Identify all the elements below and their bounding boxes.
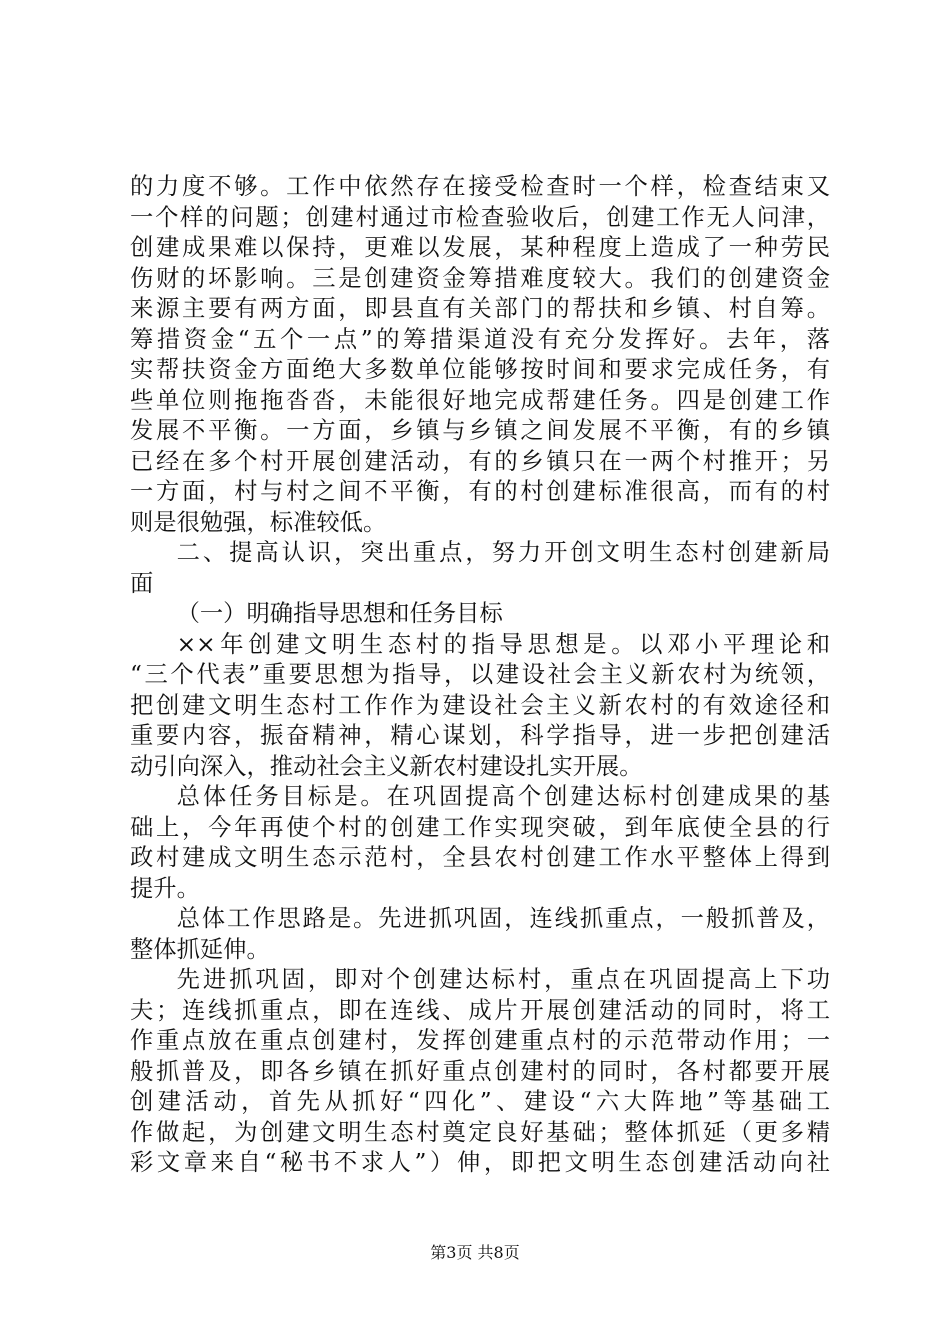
- text-line: 来源主要有两方面，即县直有关部门的帮扶和乡镇、村自筹。: [130, 295, 830, 322]
- text-line: 夫；连线抓重点，即在连线、成片开展创建活动的同时，将工: [130, 996, 830, 1024]
- text-line: 总体工作思路是。先进抓巩固，连线抓重点，一般抓普及，: [176, 905, 830, 932]
- text-line: 一方面，村与村之间不平衡，有的村创建标准很高，而有的村: [130, 478, 830, 505]
- text-line: 伤财的坏影响。三是创建资金筹措难度较大。我们的创建资金: [130, 264, 830, 292]
- text-line: 的力度不够。工作中依然存在接受检查时一个样，检查结束又: [130, 173, 830, 200]
- text-line: 提升。: [130, 874, 200, 902]
- text-line: 般抓普及，即各乡镇在抓好重点创建村的同时，各村都要开展: [130, 1057, 830, 1085]
- text-line: 整体抓延伸。: [130, 935, 270, 963]
- text-line: （一）明确指导思想和任务目标: [176, 600, 503, 627]
- page-footer: 第3页 共8页: [430, 1243, 520, 1262]
- text-line: 二、提高认识，突出重点，努力开创文明生态村创建新局: [176, 539, 830, 566]
- text-line: 创建活动，首先从抓好“四化”、建设“六大阵地”等基础工: [130, 1088, 830, 1115]
- text-line: 实帮扶资金方面绝大多数单位能够按时间和要求完成任务，有: [130, 356, 830, 383]
- text-line: 已经在多个村开展创建活动，有的乡镇只在一两个村推开；另: [130, 447, 830, 475]
- text-line: “三个代表”重要思想为指导，以建设社会主义新农村为统领，: [130, 661, 830, 688]
- text-line: 重要内容，振奋精神，精心谋划，科学指导，进一步把创建活: [130, 722, 830, 749]
- text-line: ××年创建文明生态村的指导思想是。以邓小平理论和: [176, 630, 830, 658]
- text-line: 筹措资金“五个一点”的筹措渠道没有充分发挥好。去年，落: [130, 325, 830, 353]
- text-line: 些单位则拖拖沓沓，未能很好地完成帮建任务。四是创建工作: [130, 386, 830, 414]
- text-line: 创建成果难以保持，更难以发展，某种程度上造成了一种劳民: [130, 234, 830, 261]
- text-line: 先进抓巩固，即对个创建达标村，重点在巩固提高上下功: [176, 966, 830, 993]
- text-line: 一个样的问题；创建村通过市检查验收后，创建工作无人问津，: [130, 203, 830, 231]
- text-line: 础上，今年再使个村的创建工作实现突破，到年底使全县的行: [130, 813, 830, 841]
- text-line: 则是很勉强，标准较低。: [130, 508, 387, 536]
- text-line: 发展不平衡。一方面，乡镇与乡镇之间发展不平衡，有的乡镇: [130, 417, 830, 444]
- text-line: 总体任务目标是。在巩固提高个创建达标村创建成果的基: [176, 783, 830, 810]
- text-line: 政村建成文明生态示范村，全县农村创建工作水平整体上得到: [130, 844, 830, 871]
- text-line: 把创建文明生态村工作作为建设社会主义新农村的有效途径和: [130, 691, 830, 719]
- text-line: 彩文章来自“秘书不求人”）伸，即把文明生态创建活动向社: [130, 1149, 830, 1176]
- text-line: 作做起，为创建文明生态村奠定良好基础；整体抓延（更多精: [130, 1118, 830, 1146]
- body-text: [130, 172, 830, 1179]
- text-line: 面: [130, 569, 154, 597]
- text-line: 作重点放在重点创建村，发挥创建重点村的示范带动作用；一: [130, 1027, 830, 1054]
- text-line: 动引向深入，推动社会主义新农村建设扎实开展。: [130, 752, 643, 780]
